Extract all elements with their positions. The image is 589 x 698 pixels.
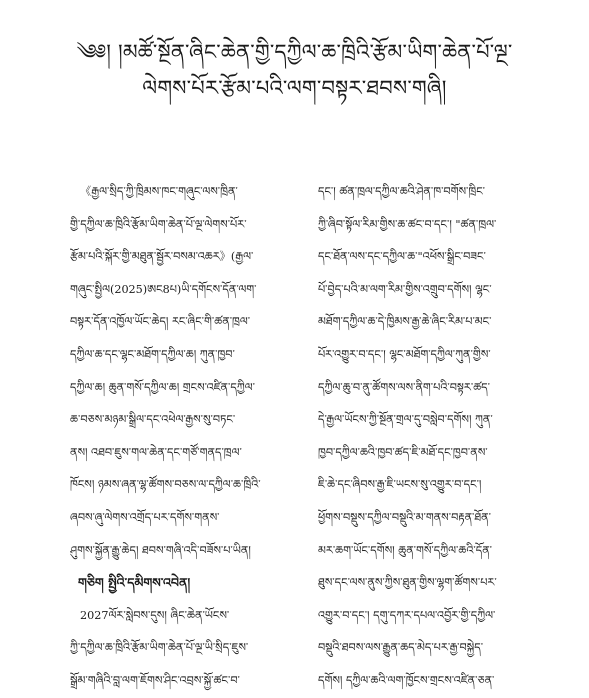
paragraph-line: 2027ལོར་སླེབས་དུས། ཞིང་ཆེན་ཡོངས་ — [80, 608, 230, 622]
paragraph-line: པོར་འགྱུར་བ་དང་། ལྷང་མཐོག་དཀྱིལ་ཀུན་གྱིས་ — [318, 347, 491, 361]
title-line-2: ལེགས་པོར་རྩོམ་པའི་ལག་བསྟར་ཐབས་གཞི། — [142, 76, 447, 100]
title-line-1: ༄༅། །མཚོ་སྔོན་ཞིང་ཆེན་གྱི་དཀྱིལ་ཆ་ཁྲིའི་རྩོམ་ཡིག་ཆེན་པོ་ལྔ་ — [76, 40, 513, 64]
paragraph-line: དང་། ཚན་ཁྲལ་དཀྱིལ་ཆའི་ཤེན་ཁ་བགོས་ཁྲིང་ — [318, 185, 486, 198]
paragraph-line: མཐོག་དཀྱིལ་ཆ་དེ་ཁྱིམས་རྒྱ་ཆེ་ཞིང་རིམ་པ་མང་ — [318, 315, 492, 329]
paragraph-line: སྒྲོམ་གཞིའི་བླ་ལག་ཇོགས་ཤིང་འབྲས་སྐྱོ་ཚང་བ་ — [70, 673, 240, 687]
paragraph-line: དཀྱིལ་ཆ། ཆུན་གསོ་དཀྱིལ་ཆ། གྲངས་འཛིན་དཀྱིལ་ — [70, 380, 255, 394]
paragraph-line: ཆ་བཅས་མཉམ་སྒྲིལ་དང་འཕེལ་རྒྱས་སུ་བཏང་ — [70, 413, 236, 427]
paragraph-line: ཤུགས་སྐྱོན་རྒྱུ་ཆེད། ཐབས་གཞི་འདི་བཟོས་པ་ཡིན། — [70, 543, 251, 557]
paragraph-line: མར་ཆག་ཡོང་དགོས། ཆུན་གསོ་དཀྱིལ་ཆའི་དོན་ — [318, 543, 493, 557]
paragraph-line: བསྟར་དོན་འཁྱོལ་ཡོང་ཆེད། རང་ཞིང་གི་ཚན་ཁྲལ་ — [70, 315, 251, 329]
document-title — [0, 34, 589, 106]
paragraph-line: ཇི་ཆེ་དང་ཞིབས་རྒྱ་ཇི་ཡངས་སུ་འགྱུར་བ་དང་། — [318, 478, 482, 492]
paragraph-line: ཕྱོགས་བསྡུས་དཀྱིལ་བསྡུའི་མ་གནས་བརྟན་ཐོན་ — [318, 510, 491, 524]
right-column — [318, 176, 540, 698]
paragraph-line: ནས། འཐབ་ཇུས་གལ་ཆེན་དང་གཙོ་གནད་ཁྲལ་ — [70, 445, 242, 459]
paragraph-line: གྱི་དཀྱིལ་ཆ་ཁྲིའི་རྩོམ་ཡིག་ཆེན་པོ་ལྔ་ལེགས་པོར་ — [70, 217, 247, 231]
paragraph-line: རྩོམ་པའི་སྐོར་གྱི་མཐུན་སྦྱོར་བསམ་འཆར》(རྒྱལ་ — [70, 250, 254, 264]
paragraph-line: ཐུས་དང་ལས་ནུས་ཀྱིས་ཐུན་གྱིས་ལྷག་ཚོགས་པར་ — [318, 576, 497, 590]
paragraph-line: དང་ཐོན་ལས་དང་དཀྱིལ་ཆ་"འཕོས་སྒྲིང་བཟང་ — [318, 250, 486, 264]
paragraph-line: དཀྱིལ་ཆུ་བ་ནུ་ཚོགས་ལས་ནིག་པའི་བསྟར་ཚད་ — [318, 380, 490, 394]
paragraph-line: དཀྱིལ་ཆ་དང་ལྷང་མཐོག་དཀྱིལ་ཆ། ཀུན་ཁྱབ་ — [70, 347, 235, 361]
paragraph-line: ཁོངས། ཉམས་ཞན་ལྷ་ཚོགས་བཅས་ལ་དཀྱིལ་ཆ་ཁྲིའི་ — [70, 478, 261, 492]
section-heading: གཅིག སྤྱིའི་དམིགས་འབེན། — [78, 575, 191, 591]
paragraph-line: བསྡུའི་ཐབས་ལས་རྒྱུན་ཆད་མེད་པར་རྒྱ་བསྐྱེད་ — [318, 641, 484, 655]
paragraph-line: ཁྱབ་དཀྱིལ་ཆའི་ཁྱབ་ཚད་ཇི་མཐོ་དང་ཁྱབ་ནས་ — [318, 445, 488, 459]
paragraph-line: ཞབས་ཞུ་ལེགས་འགྲོད་པར་དགོས་གནས་ — [70, 510, 220, 524]
body-columns — [70, 176, 540, 698]
left-column — [70, 176, 292, 698]
paragraph-line: འགྱུར་བ་དང་། དགུ་དཀར་དཔལ་འབྱོར་གྱི་དཀྱིལ་ — [318, 608, 496, 622]
paragraph-line: པོ་བྱེད་པའི་མ་ལག་རིམ་གྱིས་འགྲུབ་དགོས། ལྷང་ — [318, 282, 492, 296]
paragraph-line: དགོས། དཀྱིལ་ཆའི་ལག་ཁྱོངས་གྲངས་འཛིན་ཅན་ — [318, 673, 495, 687]
paragraph-line: ཀྱི་དཀྱིལ་ཆ་ཁྲིའི་རྩོམ་ཡིག་ཆེན་པོ་ལྔ་ཡི་སྲིད་ཇུས་ — [70, 641, 249, 655]
paragraph-line: དེ་རྒྱལ་ཡོངས་ཀྱི་སྔོན་གྲལ་དུ་བསླེབ་དགོས། ཀུན་ — [318, 413, 493, 427]
paragraph-line: 《རྒྱལ་སྲིད་ཀྱི་ཁྲིམས་ཁང་གཞུང་ལས་ཁྲིན་ — [80, 185, 238, 198]
paragraph-line: གཞུང་སྤྱིལ(2025)ཨང8པ)ཡི་དགོངས་དོན་ལག་ — [70, 282, 257, 296]
paragraph-line: ཀྱི་ཞིབ་སྟོལ་རིམ་གྱིས་ཆ་ཚང་བ་དང་། "ཚན་ཁྲལ་ — [318, 217, 497, 231]
